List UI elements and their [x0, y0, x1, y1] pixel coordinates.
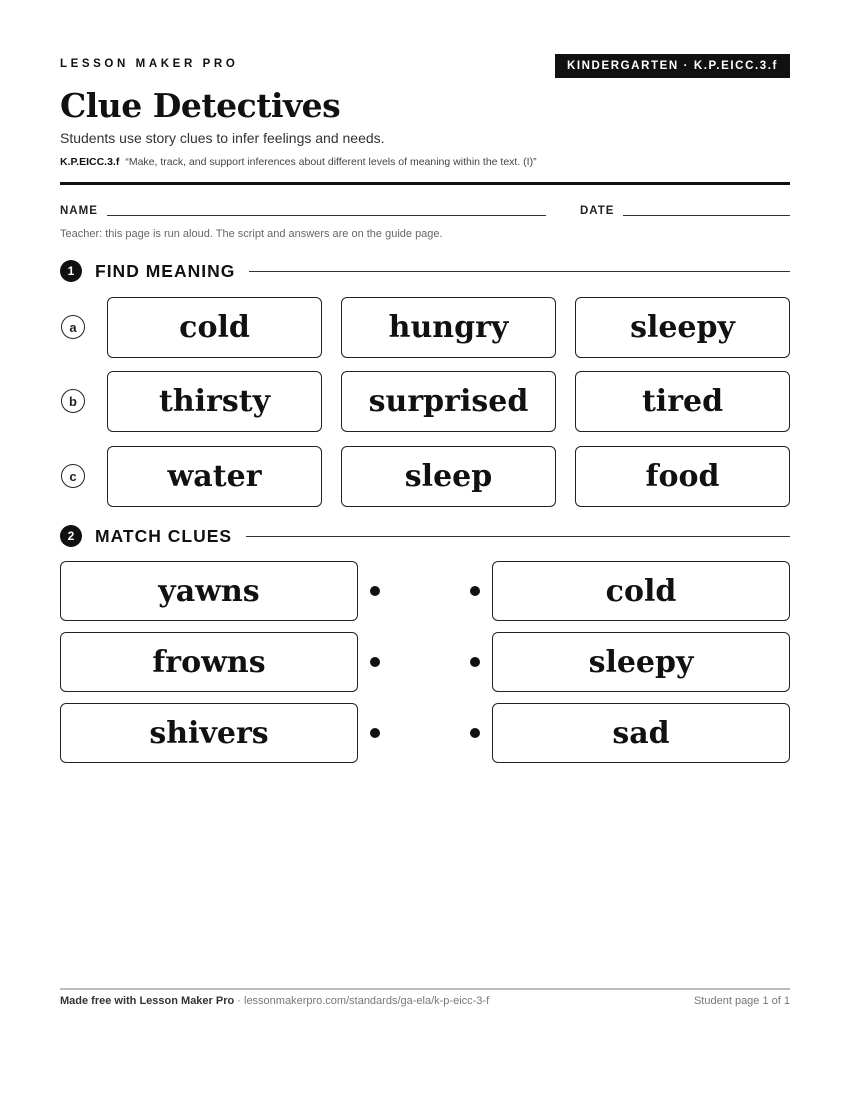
page-subtitle: Students use story clues to infer feelings and needs.: [60, 130, 385, 146]
word-card[interactable]: surprised: [341, 371, 556, 432]
grade-badge: KINDERGARTEN · K.P.EICC.3.f: [555, 54, 790, 78]
match-dot-left[interactable]: [370, 586, 380, 596]
section-number: 2: [60, 525, 82, 547]
standard-text: “Make, track, and support inferences about different levels of meaning within the text. (I)”: [125, 156, 537, 168]
standard-line: [60, 156, 537, 168]
footer-url[interactable]: · lessonmakerpro.com/standards/ga-ela/k-p-eicc-3-f: [234, 995, 490, 1007]
word-card[interactable]: tired: [575, 371, 790, 432]
footer-made-with: Made free with Lesson Maker Pro: [60, 995, 235, 1007]
clue-card[interactable]: yawns: [60, 561, 358, 621]
match-dot-right[interactable]: [470, 586, 480, 596]
row-label-a: a: [61, 315, 85, 339]
section-rule: [249, 271, 790, 272]
name-field[interactable]: [107, 215, 546, 216]
match-dot-right[interactable]: [470, 657, 480, 667]
date-field[interactable]: [623, 215, 790, 216]
footer-page-number: Student page 1 of 1: [693, 995, 790, 1007]
name-label: NAME: [60, 205, 98, 217]
brand-name: LESSON MAKER PRO: [60, 58, 239, 70]
match-dot-left[interactable]: [370, 657, 380, 667]
section-rule: [246, 536, 790, 537]
clue-card[interactable]: frowns: [60, 632, 358, 692]
section-find-meaning-header: [60, 260, 790, 282]
footer-credit: [60, 995, 489, 1007]
word-card[interactable]: food: [575, 446, 790, 507]
standard-code: K.P.EICC.3.f: [60, 156, 120, 168]
answer-card[interactable]: sleepy: [492, 632, 790, 692]
footer-divider: [60, 988, 790, 990]
page-title: Clue Detectives: [60, 86, 341, 125]
row-label-b: b: [61, 389, 85, 413]
clue-card[interactable]: shivers: [60, 703, 358, 763]
section-title: MATCH CLUES: [95, 525, 233, 546]
word-card[interactable]: cold: [107, 297, 322, 358]
match-dot-left[interactable]: [370, 728, 380, 738]
section-number: 1: [60, 260, 82, 282]
word-card[interactable]: sleepy: [575, 297, 790, 358]
date-label: DATE: [580, 205, 615, 217]
teacher-note: Teacher: this page is run aloud. The script and answers are on the guide page.: [60, 228, 443, 240]
match-dot-right[interactable]: [470, 728, 480, 738]
section-match-clues-header: [60, 525, 790, 547]
word-card[interactable]: thirsty: [107, 371, 322, 432]
word-card[interactable]: sleep: [341, 446, 556, 507]
answer-card[interactable]: cold: [492, 561, 790, 621]
header-divider: [60, 182, 790, 185]
section-title: FIND MEANING: [95, 260, 236, 281]
word-card[interactable]: hungry: [341, 297, 556, 358]
answer-card[interactable]: sad: [492, 703, 790, 763]
row-label-c: c: [61, 464, 85, 488]
word-card[interactable]: water: [107, 446, 322, 507]
